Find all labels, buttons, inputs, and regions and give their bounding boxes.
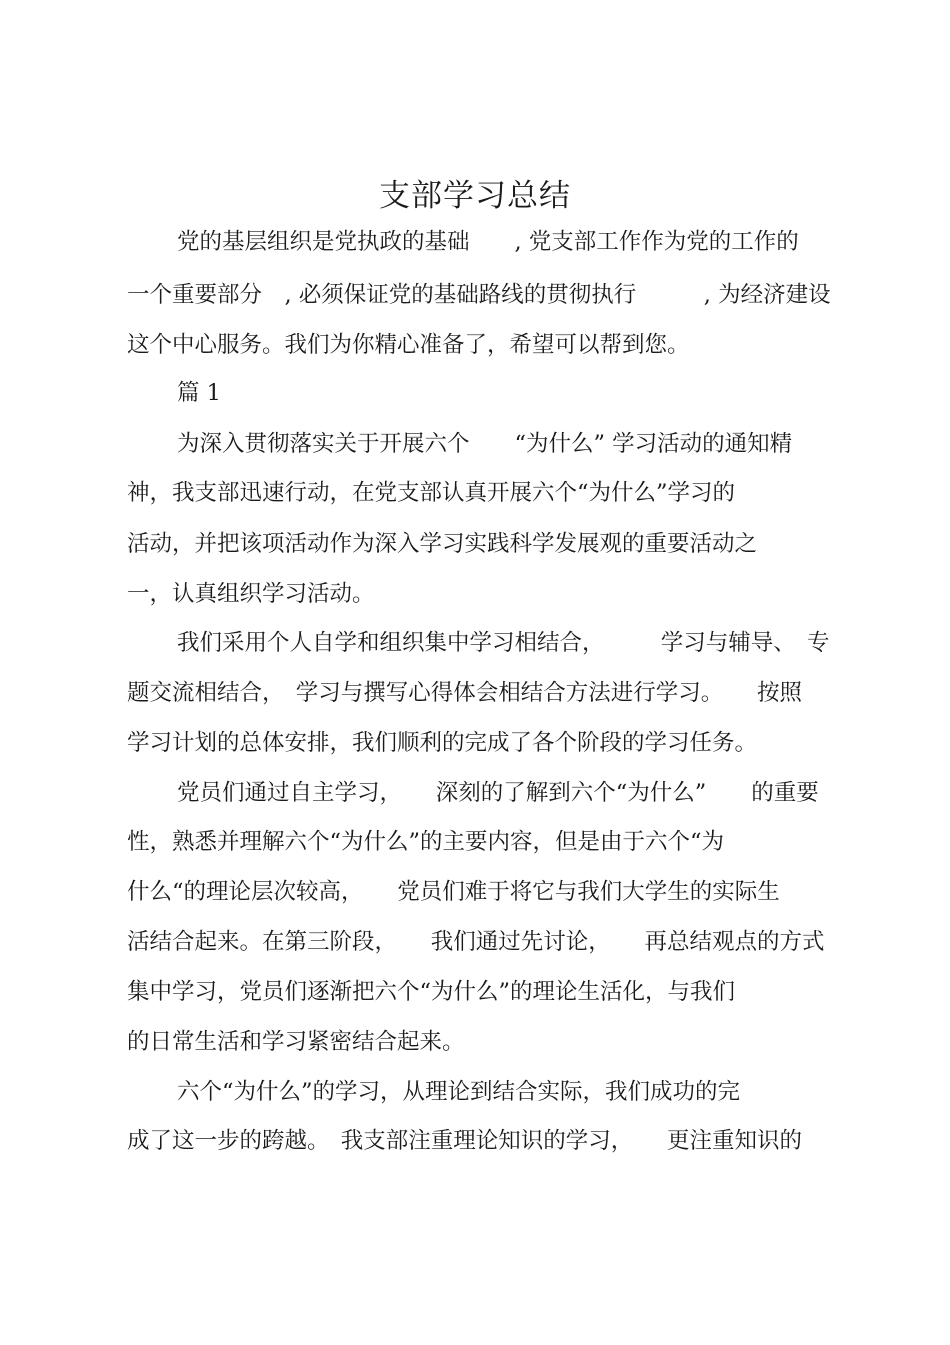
text-line: 为深入贯彻落实关于开展六个 “为什么” 学习活动的通知精 (177, 431, 793, 457)
text-line: 题交流相结合， 学习与撰写心得体会相结合方法进行学习。 按照 (127, 680, 803, 706)
text-line: 学习计划的总体安排，我们顺利的完成了各个阶段的学习任务。 (127, 730, 758, 756)
text-line: 成了这一步的跨越。 我支部注重理论知识的学习， 更注重知识的 (127, 1128, 803, 1154)
text-line: 这个中心服务。我们为你精心准备了，希望可以帮到您。 (127, 332, 690, 358)
text-line: 一个重要部分 , 必须保证党的基础路线的贯彻执行 , 为经济建设 (127, 282, 831, 308)
text-line: 的日常生活和学习紧密结合起来。 (127, 1029, 465, 1055)
text-line: 集中学习，党员们逐渐把六个“为什么”的理论生活化，与我们 (127, 979, 736, 1005)
text-line: 我们采用个人自学和组织集中学习相结合， 学习与辅导、 专 (177, 630, 830, 656)
document-title: 支部学习总结 (379, 178, 571, 214)
text-line: 性，熟悉并理解六个“为什么”的主要内容，但是由于六个“为 (127, 829, 725, 855)
text-line: 活动，并把该项活动作为深入学习实践科学发展观的重要活动之 (127, 531, 758, 557)
text-line: 党员们通过自主学习， 深刻的了解到六个“为什么” 的重要 (177, 780, 819, 806)
text-line: 活结合起来。在第三阶段， 我们通过先讨论， 再总结观点的方式 (127, 929, 825, 955)
text-line: 神，我支部迅速行动，在党支部认真开展六个“为什么”学习的 (127, 480, 736, 506)
text-line: 党的基层组织是党执政的基础 , 党支部工作作为党的工作的 (177, 229, 799, 255)
section-heading: 篇 1 (177, 380, 221, 406)
text-line: 什么“的理论层次较高， 党员们难于将它与我们大学生的实际生 (127, 879, 780, 905)
text-line: 一，认真组织学习活动。 (127, 581, 375, 607)
text-line: 六个“为什么”的学习，从理论到结合实际，我们成功的完 (177, 1079, 741, 1105)
